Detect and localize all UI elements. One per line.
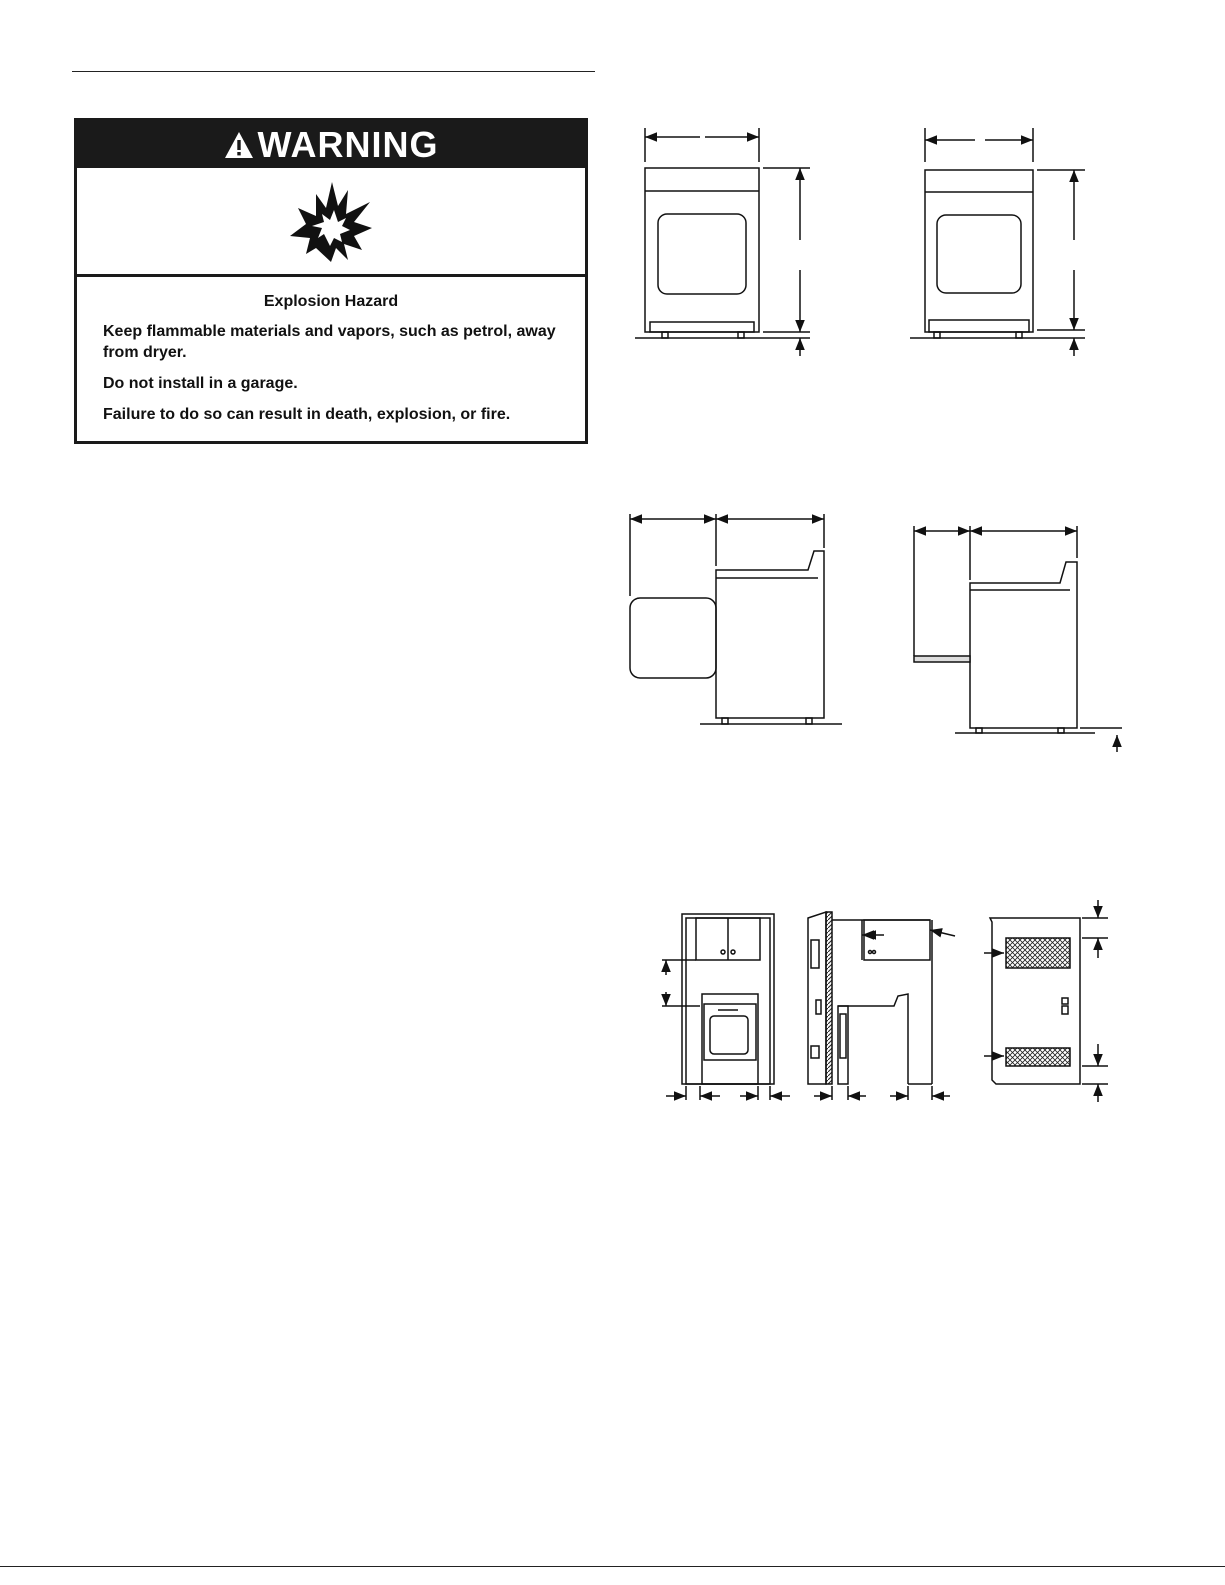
bottom-rule	[0, 1566, 1225, 1567]
warning-symbol-area	[77, 168, 585, 277]
hazard-line: Do not install in a garage.	[103, 375, 298, 392]
dryer-front-view-1	[635, 128, 810, 356]
warning-body	[77, 277, 585, 425]
top-rule	[72, 71, 595, 72]
dimension-diagrams	[600, 100, 1140, 1110]
hazard-title: Explosion Hazard	[263, 293, 399, 310]
dryer-side-view-door-down	[914, 526, 1122, 752]
warning-box	[74, 118, 588, 444]
dryer-front-view-2	[910, 128, 1085, 356]
hazard-line: Keep flammable materials and vapors, such as petrol, away from dryer.	[103, 323, 556, 361]
closet-door-vents-view	[984, 900, 1108, 1102]
warning-header-text: WARNING	[257, 123, 439, 165]
warning-header	[77, 121, 585, 168]
closet-side-view	[808, 912, 955, 1100]
alert-triangle-icon	[224, 130, 254, 160]
dryer-side-view-door-open	[630, 514, 842, 724]
hazard-line: Failure to do so can result in death, explosion, or fire.	[103, 406, 511, 423]
closet-front-view	[662, 914, 790, 1100]
explosion-icon	[286, 178, 376, 264]
